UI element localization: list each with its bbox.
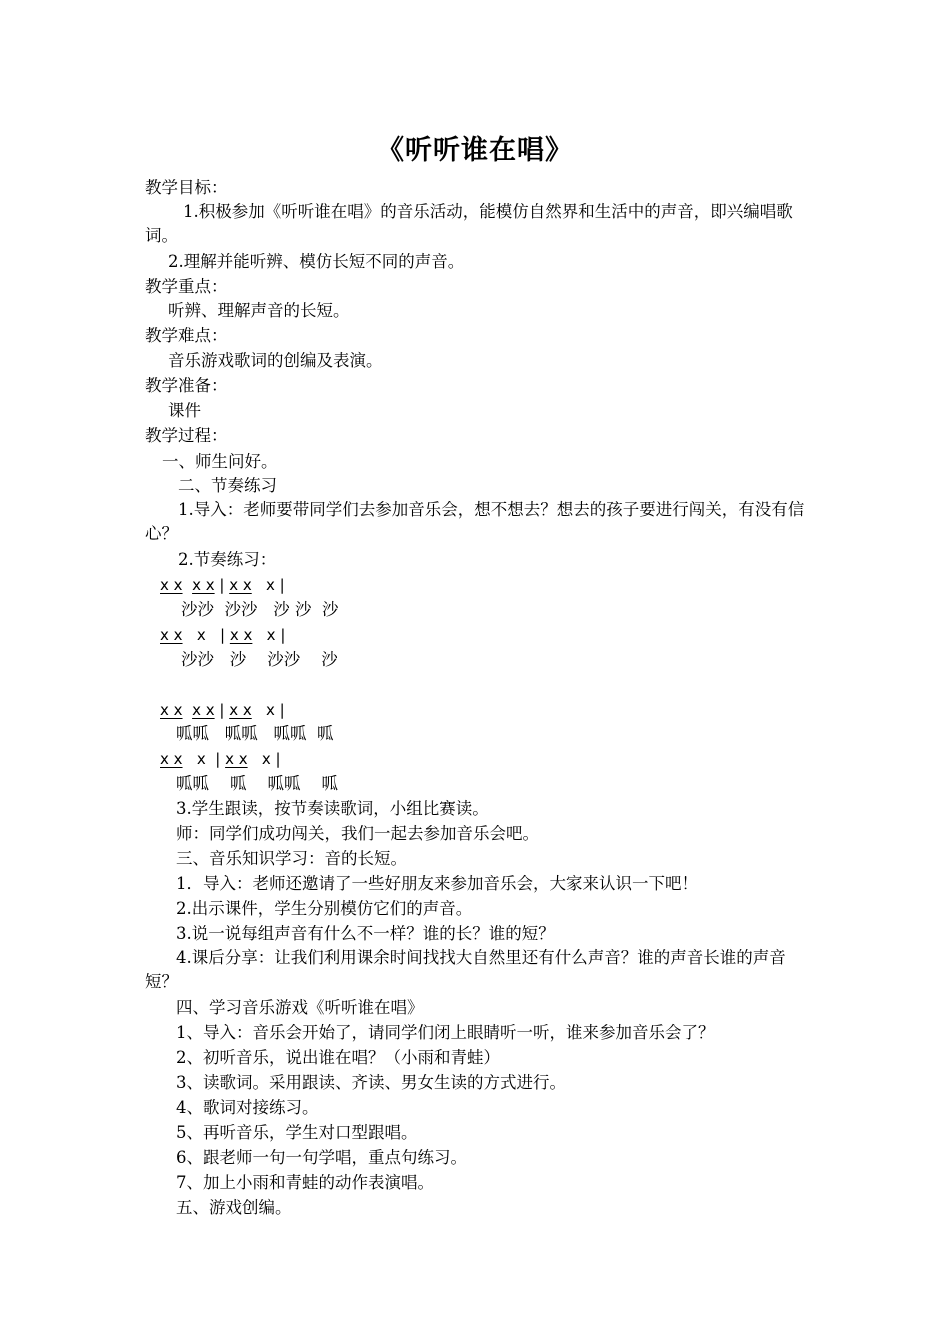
- key-heading: 教学重点：: [145, 277, 228, 296]
- process-heading: 教学过程：: [145, 426, 228, 445]
- lyric-line-1: 沙沙 沙沙 沙 沙 沙: [181, 600, 339, 619]
- step-4-4: 4、歌词对接练习。: [176, 1098, 319, 1117]
- step-4-5: 5、再听音乐，学生对口型跟唱。: [176, 1123, 418, 1142]
- step-2-4: 师：同学们成功闯关，我们一起去参加音乐会吧。: [176, 824, 539, 843]
- step-3-2: 2.出示课件，学生分别模仿它们的声音。: [176, 899, 473, 918]
- step-1: 一、师生问好。: [162, 452, 278, 471]
- step-3-3: 3.说一说每组声音有什么不一样？谁的长？谁的短？: [176, 924, 555, 943]
- step-2-3: 3.学生跟读，按节奏读歌词，小组比赛读。: [176, 799, 489, 818]
- step-3-1: 1．导入：老师还邀请了一些好朋友来参加音乐会，大家来认识一下吧！: [176, 874, 698, 893]
- lyric-line-2: 沙沙 沙 沙沙 沙: [181, 650, 338, 669]
- step-4-3: 3、读歌词。采用跟读、齐读、男女生读的方式进行。: [176, 1073, 566, 1092]
- goals-heading: 教学目标：: [145, 178, 228, 197]
- step-3-4: 4.课后分享：让我们利用课余时间找找大自然里还有什么声音？谁的声音长谁的声音短？: [145, 948, 786, 991]
- step-4-6: 6、跟老师一句一句学唱，重点句练习。: [176, 1148, 467, 1167]
- rhythm-line-4: x x x | x x x |: [160, 750, 281, 768]
- step-2-1: 1.导入：老师要带同学们去参加音乐会，想不想去？想去的孩子要进行闯关，有没有信心？: [145, 500, 805, 543]
- prep-text: 课件: [168, 401, 201, 420]
- lyric-line-4: 呱呱 呱 呱呱 呱: [176, 774, 338, 793]
- key-text: 听辨、理解声音的长短。: [168, 301, 350, 320]
- page-title: 《听听谁在唱》: [377, 135, 573, 166]
- lyric-line-3: 呱呱 呱呱 呱呱 呱: [176, 724, 334, 743]
- goal-1: 1.积极参加《听听谁在唱》的音乐活动，能模仿自然界和生活中的声音，即兴编唱歌词。: [145, 202, 793, 245]
- step-5: 五、游戏创编。: [176, 1198, 292, 1217]
- goal-2: 2.理解并能听辨、模仿长短不同的声音。: [168, 252, 465, 271]
- prep-heading: 教学准备：: [145, 376, 228, 395]
- step-2-2: 2.节奏练习：: [178, 550, 277, 569]
- step-4-2: 2、初听音乐，说出谁在唱？（小雨和青蛙）: [176, 1048, 500, 1067]
- difficulty-heading: 教学难点：: [145, 326, 228, 345]
- rhythm-line-2: x x x | x x x |: [160, 626, 286, 644]
- step-2: 二、节奏练习: [178, 476, 277, 495]
- step-4: 四、学习音乐游戏《听听谁在唱》: [176, 998, 424, 1017]
- rhythm-line-3: x x x x | x x x |: [160, 701, 285, 719]
- step-3: 三、音乐知识学习：音的长短。: [176, 849, 407, 868]
- step-4-1: 1、导入：音乐会开始了，请同学们闭上眼睛听一听，谁来参加音乐会了？: [176, 1023, 715, 1042]
- step-4-7: 7、加上小雨和青蛙的动作表演唱。: [176, 1173, 434, 1192]
- difficulty-text: 音乐游戏歌词的创编及表演。: [168, 351, 383, 370]
- rhythm-line-1: x x x x | x x x |: [160, 576, 285, 594]
